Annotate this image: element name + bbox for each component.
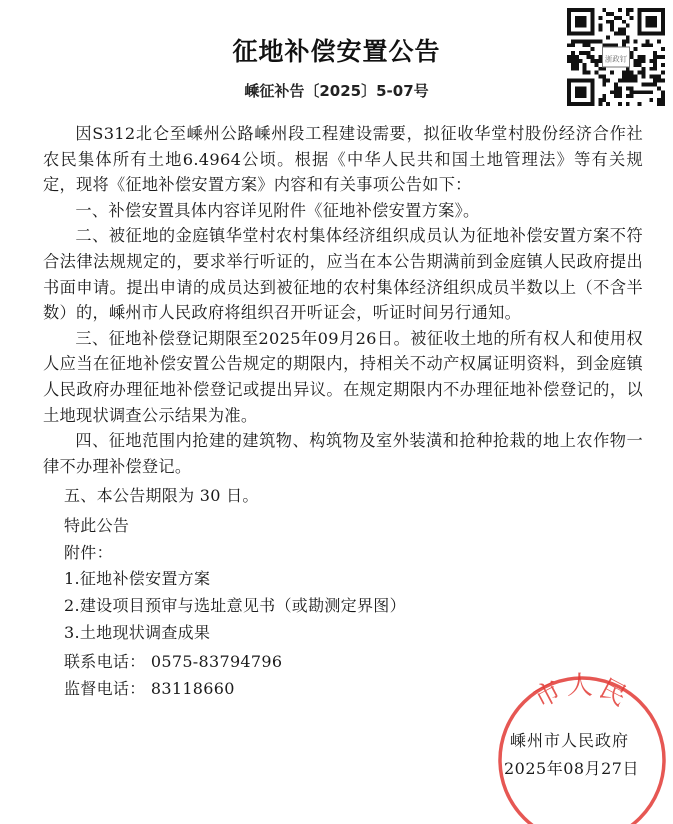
attachment-item-1: 1.征地补偿安置方案	[64, 569, 211, 588]
contact-phone: 联系电话： 0575-83794796	[64, 652, 283, 671]
attachment-item-3: 3.土地现状调查成果	[64, 623, 211, 642]
supervision-phone: 监督电话： 83118660	[64, 679, 235, 698]
attachments-label: 附件：	[64, 543, 113, 562]
document-number: 嵊征补告〔2025〕5-07号	[244, 82, 429, 100]
paragraph-intro: 因S312北仑至嵊州公路嵊州段工程建设需要，拟征收华堂村股份经济合作社农民集体所有土地6.4964公顷。根据《中华人民共和国土地管理法》等有关规定，现将《征地补偿安置方案》内容和有关事项公告如下：	[43, 124, 643, 195]
signing-organization: 嵊州市人民政府	[510, 731, 630, 750]
paragraph-item-3: 三、征地补偿登记期限至2025年09月26日。被征收土地的所有权人和使用权人应当在征地补偿安置公告规定的期限内，持相关不动产权属证明资料，到金庭镇人民政府办理征地补偿登记或提出异议。在规定期限内不办理征地补偿登记的，以土地现状调查公示结果为准。	[43, 328, 643, 425]
svg-text:市人民	[529, 671, 635, 714]
paragraph-item-5: 五、本公告期限为 30 日。	[64, 486, 259, 505]
qr-center-label: 浙政钉	[604, 54, 628, 64]
paragraph-item-4: 四、征地范围内抢建的建筑物、构筑物及室外装潢和抢种抢栽的地上农作物一律不办理补偿登记。	[43, 431, 643, 476]
page-title: 征地补偿安置公告	[232, 37, 441, 66]
attachment-item-2: 2.建设项目预审与选址意见书（或勘测定界图）	[64, 596, 406, 615]
paragraph-item-2: 二、被征地的金庭镇华堂村农村集体经济组织成员认为征地补偿安置方案不符合法律法规规定的，要求举行听证的，应当在本公告期满前到金庭镇人民政府提出书面申请。提出申请的成员达到被征地的农村集体经济组织成员半数以上（不含半数）的，嵊州市人民政府将组织召开听证会，听证时间另行通知。	[43, 226, 643, 323]
announcement-body	[43, 121, 643, 479]
signing-date: 2025年08月27日	[504, 759, 639, 778]
seal-text: 市人民	[529, 671, 635, 715]
paragraph-item-1: 一、补偿安置具体内容详见附件《征地补偿安置方案》。	[75, 200, 480, 220]
closing-text: 特此公告	[64, 516, 130, 535]
